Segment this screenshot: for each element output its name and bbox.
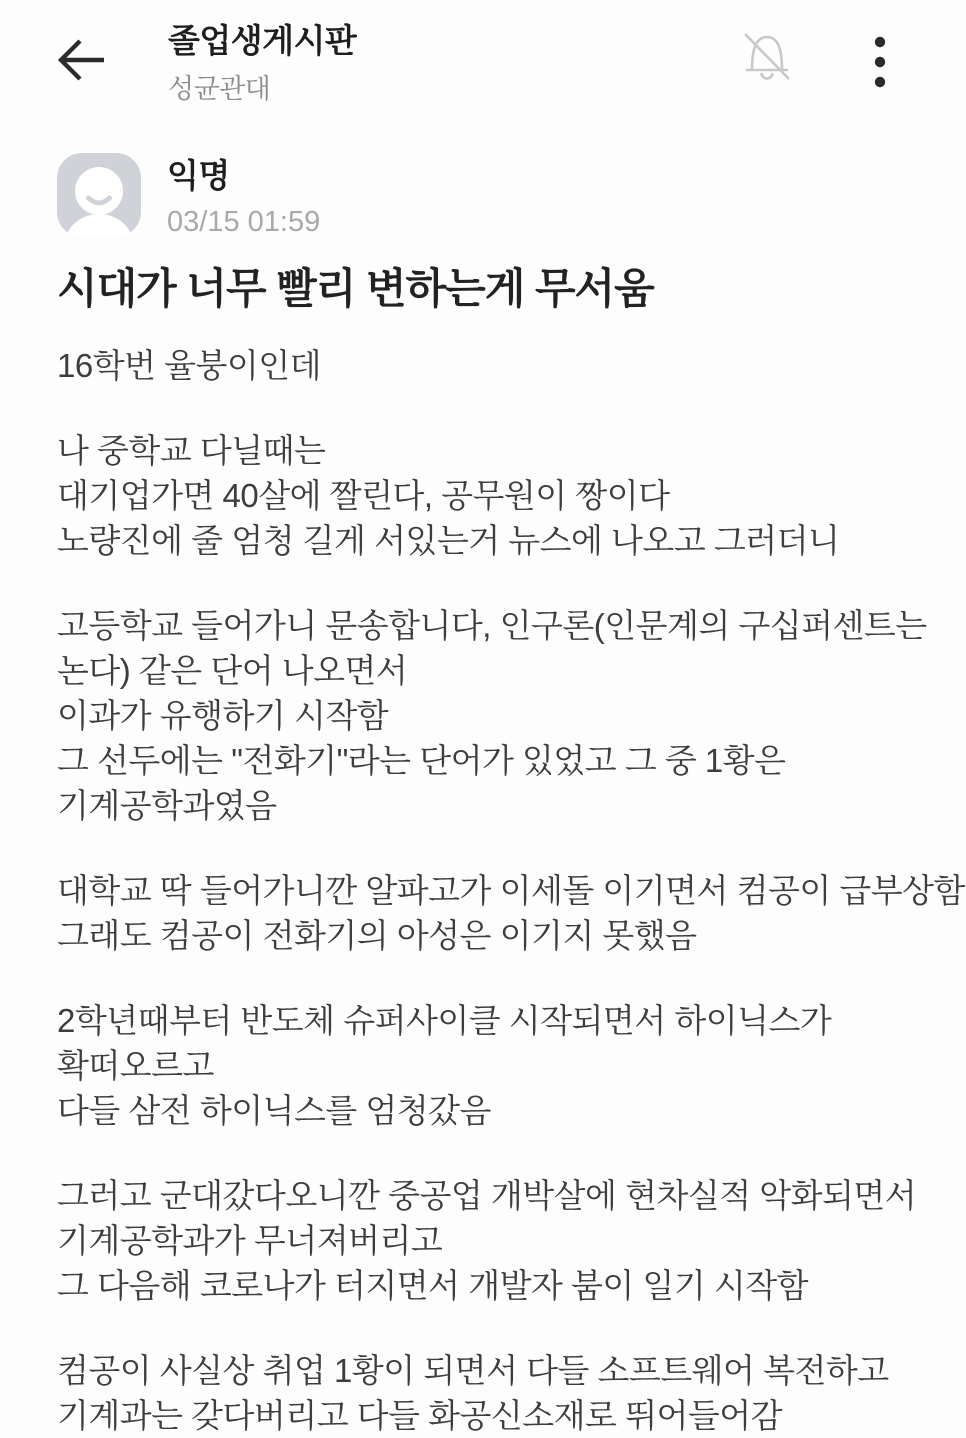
post: [0, 150, 966, 1438]
author-name: 익명: [167, 157, 230, 194]
post-text-line: 그러고 군대갔다오니깐 중공업 개박살에 현차실적 악화되면서: [57, 1177, 917, 1215]
post-text-line: 기계공학과가 무너져버리고: [57, 1222, 443, 1260]
post-text-line: 그래도 컴공이 전화기의 아성은 이기지 못했음: [57, 917, 697, 955]
post-header: [57, 150, 926, 239]
post-paragraph: [57, 998, 926, 1133]
post-paragraph: [57, 1348, 926, 1438]
back-button[interactable]: [52, 34, 110, 86]
post-text-line: 다들 삼전 하이닉스를 엄청갔음: [57, 1092, 491, 1130]
board-title-block: [168, 22, 356, 106]
post-text-line: 16학번 율붕이인데: [57, 347, 322, 385]
post-text-line: 대학교 딱 들어가니깐 알파고가 이세돌 이기면서 컴공이 급부상함: [57, 872, 965, 910]
more-menu-button[interactable]: [862, 34, 898, 90]
post-timestamp: 03/15 01:59: [167, 206, 321, 238]
author-block: [167, 150, 320, 239]
post-title: 시대가 너무 빨리 변하는게 무서움: [57, 265, 654, 312]
post-text-line: 대기업가면 40살에 짤린다, 공무원이 짱이다: [57, 477, 670, 515]
post-text-line: 고등학교 들어가니 문송합니다, 인구론(인문계의 구십퍼센트는: [57, 607, 927, 645]
post-text-line: 논다) 같은 단어 나오면서: [57, 652, 408, 690]
post-text-line: 그 선두에는 "전화기"라는 단어가 있었고 그 중 1황은: [57, 742, 786, 780]
post-paragraph: [57, 868, 965, 958]
post-paragraph: [57, 603, 926, 828]
post-text-line: 노량진에 줄 엄청 길게 서있는거 뉴스에 나오고 그러더니: [57, 522, 840, 560]
post-text-line: 이과가 유행하기 시작함: [57, 697, 389, 735]
post-text-line: 나 중학교 다닐때는: [57, 432, 326, 470]
bell-off-icon: [739, 26, 795, 86]
notifications-off-button[interactable]: [738, 26, 796, 86]
board-subtitle: 성균관대: [168, 73, 271, 104]
post-text-line: 확떠오르고: [57, 1047, 214, 1085]
board-title: 졸업생게시판: [168, 22, 357, 59]
person-icon: [57, 153, 141, 237]
post-text-line: 2학년때부터 반도체 슈퍼사이클 시작되면서 하이닉스가: [57, 1002, 832, 1040]
post-text-line: 그 다음해 코로나가 터지면서 개발자 붐이 일기 시작함: [57, 1267, 808, 1305]
post-text-line: 기계과는 갖다버리고 다들 화공신소재로 뛰어들어감: [57, 1397, 782, 1435]
post-paragraph: [57, 428, 926, 563]
post-text-line: 기계공학과였음: [57, 787, 277, 825]
post-paragraph: [57, 1173, 926, 1308]
post-body: [57, 343, 965, 1438]
topbar: [0, 0, 966, 122]
avatar: [57, 153, 141, 237]
arrow-left-icon: [54, 36, 108, 84]
kebab-menu-icon: [874, 35, 886, 89]
post-paragraph: [57, 343, 926, 388]
post-text-line: 컴공이 사실상 취업 1황이 되면서 다들 소프트웨어 복전하고: [57, 1352, 889, 1390]
